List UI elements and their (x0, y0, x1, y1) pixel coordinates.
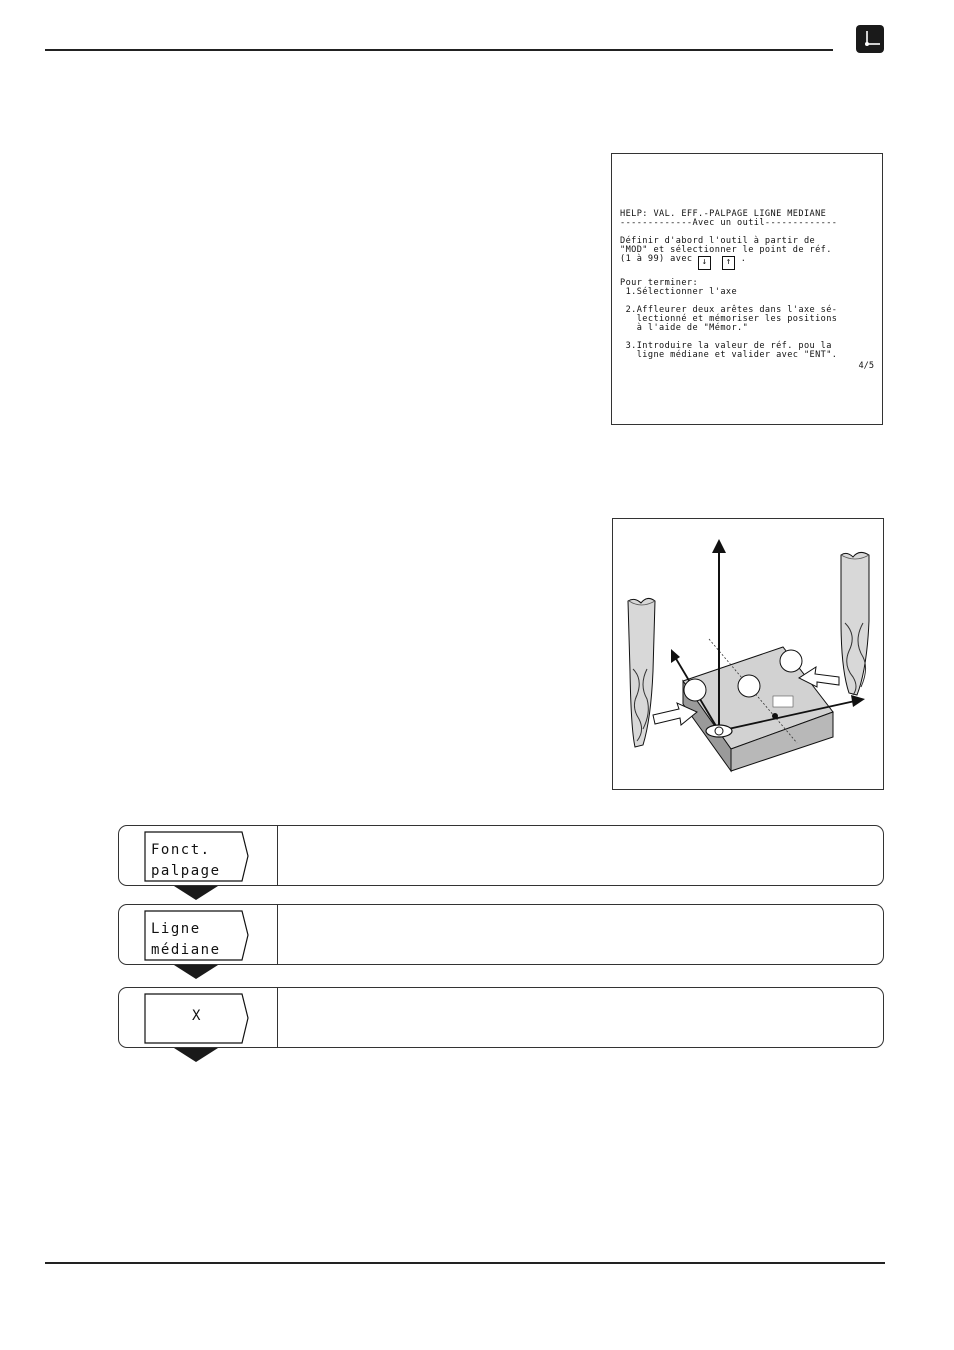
arrow-down-icon (174, 965, 218, 979)
arrow-down-icon (174, 886, 218, 900)
help-line-avec: (1 à 99) avec (620, 254, 693, 264)
help-line: à l'aide de "Mémor." (620, 323, 749, 333)
end-mill-right-icon (841, 552, 869, 695)
step-ligne-mediane (118, 904, 884, 965)
arrow-down-key-icon: ↓ (698, 256, 711, 270)
end-mill-left-icon (628, 598, 655, 747)
help-line: -------------Avec un outil------------- (620, 218, 838, 228)
arrow-down-icon (174, 1048, 218, 1062)
step-divider (277, 826, 278, 885)
step-divider (277, 905, 278, 964)
help-screen (611, 153, 883, 425)
softkey-label: X (192, 1008, 202, 1024)
help-line: HELP: VAL. EFF.-PALPAGE LIGNE MEDIANE (620, 209, 827, 219)
help-line: "MOD" et sélectionner le point de réf. (620, 245, 832, 255)
help-page-number: 4/5 (858, 361, 874, 371)
arrow-up-key-icon: ↑ (722, 256, 735, 270)
softkey-ligne-mediane[interactable] (144, 910, 250, 961)
softkey-label: Ligne médiane (151, 921, 221, 958)
help-line: 3.Introduire la valeur de réf. pou la (620, 341, 832, 351)
help-line: Définir d'abord l'outil à partir de (620, 236, 816, 246)
help-line: ligne médiane et valider avec "ENT". (620, 350, 838, 360)
help-line: 2.Affleurer deux arêtes dans l'axe sé- (620, 305, 838, 315)
help-line: Pour terminer: (620, 278, 699, 288)
corner-datum-icon (856, 25, 884, 53)
help-line: lectionné et mémoriser les positions (620, 314, 838, 324)
help-text (620, 210, 878, 360)
probing-illustration (612, 518, 884, 790)
softkey-label: Fonct. palpage (151, 842, 221, 879)
softkey-fonct-palpage[interactable] (144, 831, 250, 882)
step-axis-x (118, 987, 884, 1048)
bottom-rule (45, 1262, 885, 1264)
softkey-x[interactable] (144, 993, 250, 1044)
help-line: 1.Sélectionner l'axe (620, 287, 738, 297)
top-rule (45, 49, 833, 51)
help-line-avec-suffix: . (740, 254, 747, 264)
step-fonct-palpage (118, 825, 884, 886)
step-divider (277, 988, 278, 1047)
